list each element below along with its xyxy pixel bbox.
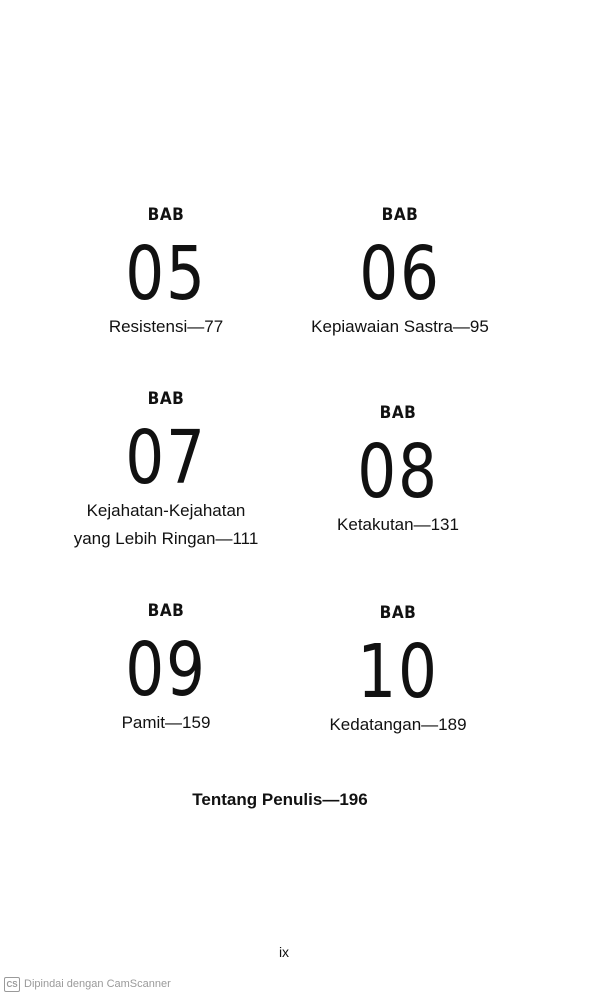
- chapter-title: Ketakutan—131: [337, 515, 459, 534]
- scanner-watermark: [4, 976, 171, 992]
- chapter-07: [36, 389, 296, 553]
- chapter-label: BAB: [147, 205, 185, 225]
- author-section-entry: Tentang Penulis—196: [192, 790, 368, 809]
- chapter-title-line: Kejahatan-Kejahatan: [86, 501, 246, 520]
- chapter-number: 10: [357, 629, 439, 715]
- chapter-number: 07: [125, 415, 207, 501]
- chapter-label: BAB: [147, 601, 185, 621]
- chapter-08: [268, 403, 528, 539]
- watermark-text: Dipindai dengan CamScanner: [24, 978, 171, 990]
- chapter-number: 05: [125, 231, 207, 317]
- chapter-number: 09: [125, 627, 207, 713]
- chapter-label: BAB: [381, 205, 419, 225]
- chapter-title: Pamit—159: [121, 713, 211, 732]
- chapter-title: Resistensi—77: [108, 317, 224, 336]
- chapter-label: BAB: [147, 389, 185, 409]
- page-number: ix: [278, 944, 290, 960]
- chapter-title: Kedatangan—189: [329, 715, 467, 734]
- chapter-label: BAB: [379, 603, 417, 623]
- chapter-label: BAB: [379, 403, 417, 423]
- camscanner-logo-icon: CS: [4, 977, 20, 992]
- chapter-number: 08: [357, 429, 439, 515]
- chapter-title: Kepiawaian Sastra—95: [311, 317, 489, 336]
- chapter-09: [36, 601, 296, 737]
- chapter-title-line: yang Lebih Ringan—111: [73, 529, 259, 548]
- chapter-10: [268, 603, 528, 739]
- chapter-title: [36, 497, 296, 553]
- chapter-06: [270, 205, 530, 341]
- chapter-05: [36, 205, 296, 341]
- chapter-number: 06: [359, 231, 441, 317]
